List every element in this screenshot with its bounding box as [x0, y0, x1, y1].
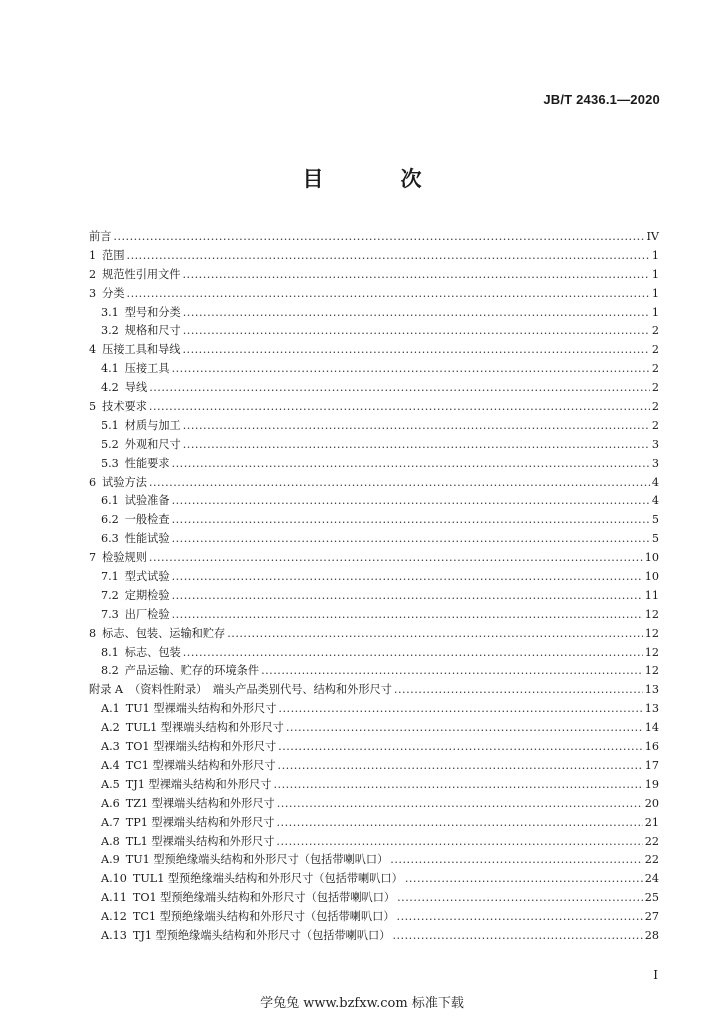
- toc-entry-page: 13: [644, 702, 659, 716]
- toc-entry-page: 2: [651, 400, 659, 414]
- toc-entry-number: A.3: [101, 740, 120, 754]
- toc-entry-label: TL1 型裸端头结构和外形尺寸: [125, 834, 275, 848]
- toc-entry-number: 4.1: [101, 362, 119, 376]
- toc-entry-page: 10: [644, 551, 659, 565]
- toc-entry-page: 14: [644, 721, 659, 735]
- toc-leader-dots: [172, 568, 643, 587]
- toc-leader-dots: [183, 417, 650, 436]
- toc-entry[interactable]: [89, 360, 659, 379]
- toc-entry-page: 22: [644, 834, 659, 848]
- toc-entry-label: TP1 型裸端头结构和外形尺寸: [125, 815, 275, 829]
- toc-entry[interactable]: [89, 776, 659, 795]
- toc-entry-number: 7: [89, 551, 97, 565]
- toc-entry[interactable]: [89, 568, 659, 587]
- toc-entry-label: 出厂检验: [124, 607, 170, 621]
- toc-entry-number: 7.3: [101, 607, 119, 621]
- toc-entry-label: 规格和尺寸: [124, 324, 181, 338]
- toc-leader-dots: [183, 304, 650, 323]
- toc-entry-label: 技术要求: [102, 400, 147, 414]
- toc-entry[interactable]: [89, 700, 659, 719]
- toc-entry[interactable]: [89, 644, 659, 663]
- toc-entry-page: 13: [644, 683, 659, 697]
- toc-leader-dots: [149, 549, 643, 568]
- toc-entry[interactable]: [89, 341, 659, 360]
- toc-entry[interactable]: [89, 795, 659, 814]
- toc-entry[interactable]: [89, 511, 659, 530]
- toc-entry-page: 24: [644, 872, 659, 886]
- toc-entry-page: 12: [644, 626, 659, 640]
- toc-entry-number: 6.3: [101, 532, 119, 546]
- toc-leader-dots: [127, 247, 650, 266]
- toc-leader-dots: [149, 474, 650, 493]
- toc-entry[interactable]: [89, 814, 659, 833]
- toc-entry-number: A.11: [101, 891, 127, 905]
- toc-leader-dots: [278, 757, 643, 776]
- toc-leader-dots: [397, 889, 643, 908]
- toc-leader-dots: [172, 511, 650, 530]
- toc-entry-label: TO1 型裸端头结构和外形尺寸: [125, 740, 277, 754]
- toc-entry-label: TJ1 型裸端头结构和外形尺寸: [125, 777, 272, 791]
- table-of-contents: [89, 228, 659, 946]
- toc-entry-page: 5: [651, 532, 659, 546]
- toc-entry[interactable]: [89, 908, 659, 927]
- toc-entry[interactable]: [89, 549, 659, 568]
- toc-entry[interactable]: [89, 304, 659, 323]
- toc-entry-label: TU1 型裸端头结构和外形尺寸: [125, 702, 277, 716]
- toc-leader-dots: [261, 662, 643, 681]
- toc-entry-page: 1: [651, 305, 659, 319]
- toc-entry-number: A.7: [101, 815, 120, 829]
- toc-entry-label: 定期检验: [124, 588, 170, 602]
- toc-entry-number: 8: [89, 626, 97, 640]
- toc-entry-number: 1: [89, 248, 97, 262]
- toc-entry-label: 外观和尺寸: [124, 437, 181, 451]
- toc-entry-label: TC1 型预绝缘端头结构和外形尺寸（包括带喇叭口）: [132, 910, 395, 924]
- toc-entry-page: 27: [644, 910, 659, 924]
- toc-leader-dots: [183, 436, 650, 455]
- toc-entry-number: 8.1: [101, 645, 119, 659]
- toc-leader-dots: [397, 908, 643, 927]
- toc-leader-dots: [390, 851, 642, 870]
- toc-leader-dots: [278, 738, 643, 757]
- toc-entry-number: 3.1: [101, 305, 119, 319]
- toc-entry-label: TZ1 型裸端头结构和外形尺寸: [125, 796, 275, 810]
- toc-entry-label: 导线: [124, 381, 148, 395]
- toc-entry[interactable]: [89, 833, 659, 852]
- toc-leader-dots: [277, 814, 643, 833]
- page-number: I: [653, 968, 658, 982]
- toc-entry-number: A.1: [101, 702, 120, 716]
- toc-entry[interactable]: [89, 889, 659, 908]
- toc-entry-number: 3: [89, 286, 97, 300]
- toc-leader-dots: [149, 379, 650, 398]
- toc-leader-dots: [278, 700, 642, 719]
- toc-entry-page: 11: [644, 588, 659, 602]
- toc-entry-number: 4: [89, 343, 97, 357]
- toc-entry-label: 产品运输、贮存的环境条件: [124, 664, 260, 678]
- toc-leader-dots: [277, 795, 643, 814]
- toc-entry-page: IV: [646, 230, 659, 243]
- toc-entry-page: 2: [651, 324, 659, 338]
- toc-entry-page: 4: [651, 494, 659, 508]
- toc-entry-label: 前言: [89, 230, 112, 243]
- document-code: JB/T 2436.1—2020: [543, 92, 660, 107]
- toc-entry[interactable]: [89, 492, 659, 511]
- toc-leader-dots: [273, 776, 642, 795]
- toc-entry-label: 压接工具和导线: [102, 343, 181, 357]
- toc-leader-dots: [172, 606, 643, 625]
- toc-entry[interactable]: [89, 681, 659, 700]
- toc-leader-dots: [286, 719, 643, 738]
- toc-entry-number: 5.3: [101, 456, 119, 470]
- toc-entry-page: 1: [651, 286, 659, 300]
- toc-entry-number: 5.1: [101, 418, 119, 432]
- toc-entry-number: A.2: [101, 721, 120, 735]
- toc-entry-label: 性能要求: [124, 456, 170, 470]
- toc-entry[interactable]: [89, 851, 659, 870]
- toc-entry-number: A.5: [101, 777, 120, 791]
- toc-entry-label: 性能试验: [124, 532, 170, 546]
- toc-entry[interactable]: [89, 870, 659, 889]
- toc-entry-page: 22: [644, 853, 659, 867]
- toc-entry-number: A.9: [101, 853, 120, 867]
- toc-entry[interactable]: [89, 228, 659, 247]
- toc-entry-page: 4: [651, 475, 659, 489]
- toc-entry-label: 标志、包装: [124, 645, 181, 659]
- toc-entry-page: 12: [644, 607, 659, 621]
- toc-entry-page: 3: [651, 437, 659, 451]
- toc-entry-label: 材质与加工: [124, 418, 181, 432]
- toc-leader-dots: [113, 228, 644, 247]
- toc-entry-number: 6.1: [101, 494, 119, 508]
- toc-leader-dots: [394, 681, 643, 700]
- toc-leader-dots: [182, 266, 649, 285]
- toc-entry-number: A.13: [101, 928, 127, 942]
- toc-leader-dots: [172, 492, 650, 511]
- toc-leader-dots: [172, 360, 650, 379]
- toc-entry-page: 12: [644, 664, 659, 678]
- toc-entry-number: 2: [89, 267, 97, 281]
- toc-entry-page: 2: [651, 362, 659, 376]
- toc-entry-page: 1: [651, 267, 659, 281]
- toc-entry-number: 5: [89, 400, 97, 414]
- toc-entry[interactable]: [89, 662, 659, 681]
- toc-entry-label: 试验准备: [124, 494, 170, 508]
- toc-leader-dots: [276, 833, 642, 852]
- toc-entry-page: 1: [651, 248, 659, 262]
- toc-entry-page: 10: [644, 570, 659, 584]
- toc-entry-label: 一般检查: [124, 513, 170, 527]
- toc-entry-label: 范围: [102, 248, 125, 262]
- toc-entry-label: 标志、包装、运输和贮存: [102, 626, 226, 640]
- toc-leader-dots: [127, 285, 650, 304]
- toc-entry[interactable]: [89, 530, 659, 549]
- toc-entry-number: 6: [89, 475, 97, 489]
- toc-entry-page: 25: [644, 891, 659, 905]
- toc-entry-label: 试验方法: [102, 475, 147, 489]
- toc-entry[interactable]: [89, 738, 659, 757]
- toc-entry-page: 21: [644, 815, 659, 829]
- page-title: 目 次: [302, 166, 450, 191]
- toc-entry-page: 12: [644, 645, 659, 659]
- toc-entry-label: TU1 型预绝缘端头结构和外形尺寸（包括带喇叭口）: [125, 853, 389, 867]
- toc-entry[interactable]: [89, 398, 659, 417]
- toc-entry[interactable]: [89, 474, 659, 493]
- toc-leader-dots: [183, 322, 650, 341]
- footer-watermark: 学兔兔 www.bzfxw.com 标准下载: [260, 996, 464, 1011]
- toc-entry-label: 型式试验: [124, 570, 170, 584]
- toc-entry-page: 19: [644, 777, 659, 791]
- toc-entry-number: 5.2: [101, 437, 119, 451]
- toc-entry-number: 4.2: [101, 381, 119, 395]
- toc-entry-label: 检验规则: [102, 551, 147, 565]
- toc-entry[interactable]: [89, 285, 659, 304]
- toc-entry-label: TUL1 型预绝缘端头结构和外形尺寸（包括带喇叭口）: [132, 872, 403, 886]
- toc-entry[interactable]: [89, 417, 659, 436]
- toc-entry[interactable]: [89, 322, 659, 341]
- toc-entry-page: 3: [651, 456, 659, 470]
- toc-entry-page: 16: [644, 740, 659, 754]
- toc-entry-number: 3.2: [101, 324, 119, 338]
- toc-entry-number: 7.2: [101, 588, 119, 602]
- toc-leader-dots: [172, 587, 643, 606]
- toc-leader-dots: [405, 870, 643, 889]
- toc-entry-number: A.6: [101, 796, 120, 810]
- toc-entry[interactable]: [89, 587, 659, 606]
- toc-entry-page: 20: [644, 796, 659, 810]
- toc-entry-page: 2: [651, 381, 659, 395]
- toc-leader-dots: [182, 341, 649, 360]
- toc-entry-label: TUL1 型裸端头结构和外形尺寸: [125, 721, 284, 735]
- toc-entry[interactable]: [89, 455, 659, 474]
- toc-entry-label: （资料性附录） 端头产品类别代号、结构和外形尺寸: [129, 683, 392, 697]
- toc-entry-label: 压接工具: [124, 362, 170, 376]
- toc-entry-number: 附录 A: [89, 683, 124, 697]
- toc-entry-number: A.12: [101, 910, 127, 924]
- toc-leader-dots: [149, 398, 650, 417]
- toc-entry[interactable]: [89, 757, 659, 776]
- toc-entry[interactable]: [89, 436, 659, 455]
- toc-entry[interactable]: [89, 625, 659, 644]
- toc-entry-page: 5: [651, 513, 659, 527]
- toc-entry-number: A.4: [101, 758, 120, 772]
- toc-entry-page: 28: [644, 928, 659, 942]
- toc-entry[interactable]: [89, 606, 659, 625]
- toc-entry-number: 8.2: [101, 664, 119, 678]
- toc-leader-dots: [172, 455, 650, 474]
- toc-entry[interactable]: [89, 719, 659, 738]
- toc-leader-dots: [392, 927, 642, 946]
- toc-entry-page: 17: [644, 758, 659, 772]
- toc-entry-number: A.8: [101, 834, 120, 848]
- toc-entry-label: 规范性引用文件: [102, 267, 181, 281]
- toc-leader-dots: [227, 625, 643, 644]
- toc-entry-page: 2: [651, 418, 659, 432]
- toc-leader-dots: [172, 530, 650, 549]
- toc-entry[interactable]: [89, 379, 659, 398]
- toc-entry-label: TO1 型预绝缘端头结构和外形尺寸（包括带喇叭口）: [132, 891, 396, 905]
- toc-entry[interactable]: [89, 247, 659, 266]
- toc-entry-page: 2: [651, 343, 659, 357]
- toc-entry[interactable]: [89, 927, 659, 946]
- toc-entry-number: 7.1: [101, 570, 119, 584]
- toc-leader-dots: [183, 644, 643, 663]
- toc-entry-number: 6.2: [101, 513, 119, 527]
- toc-entry-label: TC1 型裸端头结构和外形尺寸: [125, 758, 276, 772]
- toc-entry-label: 分类: [102, 286, 125, 300]
- toc-entry-label: TJ1 型预绝缘端头结构和外形尺寸（包括带喇叭口）: [132, 928, 391, 942]
- toc-entry[interactable]: [89, 266, 659, 285]
- toc-entry-label: 型号和分类: [124, 305, 181, 319]
- toc-entry-number: A.10: [101, 872, 127, 886]
